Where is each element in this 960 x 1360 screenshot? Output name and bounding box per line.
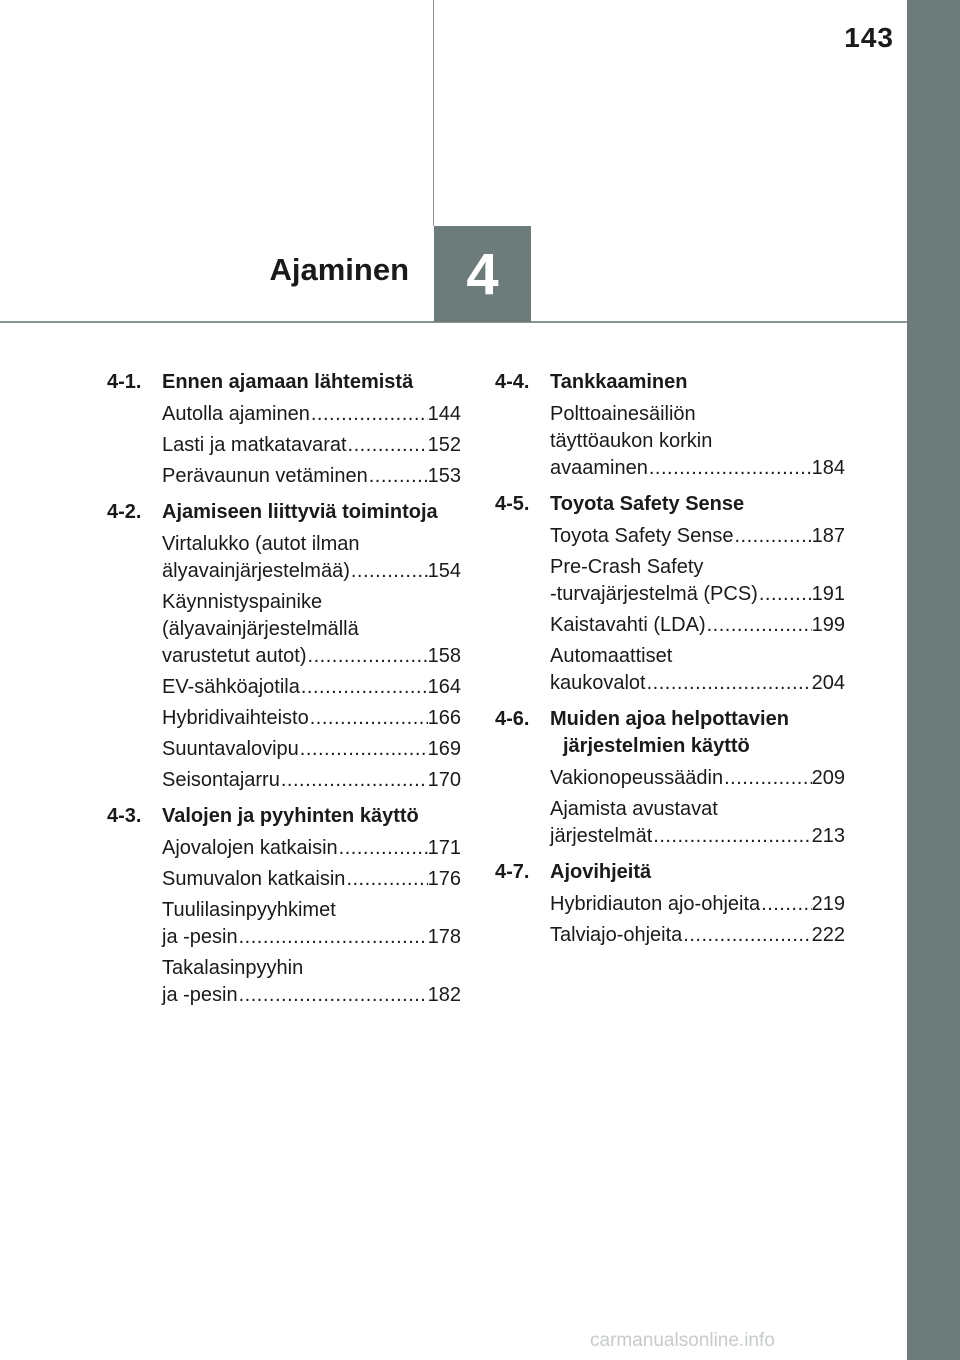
entry-last-line — [162, 705, 461, 732]
dot-leader — [307, 643, 428, 670]
dot-leader — [299, 736, 428, 763]
dot-leader — [646, 670, 812, 697]
dot-leader — [347, 432, 428, 459]
entry-text-line: Ajamista avustavat — [550, 798, 718, 820]
toc-section — [495, 706, 845, 850]
entry-text: Suuntavalovipu — [162, 738, 299, 760]
entry-text: ja -pesin — [162, 984, 238, 1006]
entry-text: Hybridiauton ajo-ohjeita — [550, 893, 761, 915]
entry-last-line — [162, 924, 461, 951]
toc-entry[interactable] — [162, 463, 461, 490]
section-number: 4-4. — [495, 371, 530, 393]
section-entries — [162, 835, 461, 1009]
section-title: Ajovihjeitä — [550, 861, 652, 883]
entry-last-line — [162, 982, 461, 1009]
toc-entry[interactable] — [162, 589, 461, 670]
toc-entry[interactable] — [162, 432, 461, 459]
entry-text-line: (älyavainjärjestelmällä — [162, 618, 359, 640]
section-title: Toyota Safety Sense — [550, 493, 745, 515]
section-title: Tankkaaminen — [550, 371, 688, 393]
entry-text-line: Pre-Crash Safety — [550, 556, 704, 578]
chapter-side-band — [907, 0, 960, 1360]
toc-entry[interactable] — [550, 765, 845, 792]
entry-page-number: 178 — [427, 926, 461, 948]
dot-leader — [723, 765, 812, 792]
entry-page-number: 199 — [811, 614, 845, 636]
entry-text: Talviajo-ohjeita — [550, 924, 683, 946]
entry-text: ja -pesin — [162, 926, 238, 948]
entry-text-line: Käynnistyspainike — [162, 591, 323, 613]
entry-text: Vakionopeussäädin — [550, 767, 724, 789]
toc-entry[interactable] — [550, 922, 845, 949]
toc-entry[interactable] — [162, 736, 461, 763]
section-heading — [495, 706, 845, 760]
entry-last-line — [550, 670, 845, 697]
entry-page-number: 154 — [427, 560, 461, 582]
entry-last-line — [550, 765, 845, 792]
entry-text: järjestelmät — [550, 825, 653, 847]
chapter-number-box — [434, 226, 531, 322]
section-number: 4-7. — [495, 861, 530, 883]
toc-entry[interactable] — [162, 674, 461, 701]
chapter-number: 4 — [466, 241, 499, 307]
section-number: 4-3. — [107, 805, 142, 827]
entry-page-number: 204 — [811, 672, 845, 694]
toc-entry[interactable] — [162, 955, 461, 1009]
entry-page-number: 152 — [427, 434, 461, 456]
page-number: 143 — [844, 22, 894, 53]
entry-last-line — [162, 736, 461, 763]
entry-text: Sumuvalon katkaisin — [162, 868, 346, 890]
toc-entry[interactable] — [162, 866, 461, 893]
dot-leader — [758, 581, 812, 608]
entry-last-line — [550, 922, 845, 949]
entry-text: Toyota Safety Sense — [550, 525, 734, 547]
watermark: carmanualsonline.info — [590, 1330, 775, 1351]
entry-page-number: 171 — [427, 837, 461, 859]
toc-entry[interactable] — [550, 891, 845, 918]
entry-page-number: 219 — [811, 893, 845, 915]
dot-leader — [648, 455, 812, 482]
section-entries — [162, 531, 461, 794]
toc-section — [107, 803, 461, 1009]
toc-section — [495, 859, 845, 949]
section-number: 4-2. — [107, 501, 142, 523]
dot-leader — [309, 705, 428, 732]
section-entries — [162, 401, 461, 490]
dot-leader — [706, 612, 812, 639]
dot-leader — [652, 823, 811, 850]
entry-page-number: 184 — [811, 457, 845, 479]
toc-section — [495, 491, 845, 697]
toc-entry[interactable] — [162, 767, 461, 794]
section-title: Ajamiseen liittyviä toimintoja — [162, 501, 438, 523]
section-heading — [107, 499, 461, 526]
toc-section — [107, 499, 461, 794]
toc-entry[interactable] — [550, 554, 845, 608]
section-entries — [550, 891, 845, 949]
entry-page-number: 170 — [427, 769, 461, 791]
entry-page-number: 158 — [427, 645, 461, 667]
section-heading — [495, 491, 845, 518]
entry-text: Autolla ajaminen — [162, 403, 310, 425]
dot-leader — [310, 401, 428, 428]
entry-text: Kaistavahti (LDA) — [550, 614, 706, 636]
toc-entry[interactable] — [550, 796, 845, 850]
entry-text: Lasti ja matkatavarat — [162, 434, 347, 456]
toc-entry[interactable] — [550, 401, 845, 482]
section-title: Muiden ajoa helpottavien järjestelmien käyttö — [550, 708, 789, 757]
entry-last-line — [162, 643, 461, 670]
toc-entry[interactable] — [550, 643, 845, 697]
toc-section — [107, 369, 461, 490]
toc-entry[interactable] — [162, 531, 461, 585]
dot-leader — [338, 835, 428, 862]
dot-leader — [368, 463, 428, 490]
entry-last-line — [550, 523, 845, 550]
dot-leader — [350, 558, 428, 585]
entry-text-line: Automaattiset — [550, 645, 673, 667]
entry-page-number: 213 — [811, 825, 845, 847]
entry-text: Hybridivaihteisto — [162, 707, 309, 729]
entry-page-number: 166 — [427, 707, 461, 729]
dot-leader — [682, 922, 811, 949]
toc-entry[interactable] — [162, 401, 461, 428]
entry-page-number: 209 — [811, 767, 845, 789]
toc-entry[interactable] — [550, 612, 845, 639]
section-number: 4-1. — [107, 371, 142, 393]
entry-text: varustetut autot) — [162, 645, 307, 667]
entry-last-line — [162, 767, 461, 794]
entry-page-number: 182 — [427, 984, 461, 1006]
entry-text: Perävaunun vetäminen — [162, 465, 368, 487]
header-vertical-rule — [433, 0, 434, 226]
entry-page-number: 222 — [811, 924, 845, 946]
section-heading — [107, 803, 461, 830]
entry-text: -turvajärjestelmä (PCS) — [550, 583, 758, 605]
toc-entry[interactable] — [162, 897, 461, 951]
dot-leader — [238, 924, 428, 951]
entry-page-number: 144 — [427, 403, 461, 425]
entry-text-line: Polttoainesäiliön — [550, 403, 696, 425]
entry-text-line: Virtalukko (autot ilman — [162, 533, 360, 555]
entry-last-line — [162, 558, 461, 585]
section-entries — [550, 765, 845, 850]
entry-text-line: täyttöaukon korkin — [550, 430, 713, 452]
entry-last-line — [550, 455, 845, 482]
entry-last-line — [550, 612, 845, 639]
entry-last-line — [162, 835, 461, 862]
entry-text: Seisontajarru — [162, 769, 280, 791]
dot-leader — [280, 767, 428, 794]
entry-last-line — [162, 432, 461, 459]
section-heading — [495, 369, 845, 396]
section-heading — [495, 859, 845, 886]
entry-last-line — [550, 891, 845, 918]
toc-entry[interactable] — [550, 523, 845, 550]
section-number: 4-6. — [495, 708, 530, 730]
entry-last-line — [550, 581, 845, 608]
entry-page-number: 176 — [427, 868, 461, 890]
entry-page-number: 169 — [427, 738, 461, 760]
dot-leader — [760, 891, 811, 918]
entry-text: avaaminen — [550, 457, 648, 479]
entry-text: kaukovalot — [550, 672, 646, 694]
toc-left-column — [107, 369, 461, 1018]
entry-text: älyavainjärjestelmää) — [162, 560, 350, 582]
entry-page-number: 153 — [427, 465, 461, 487]
toc-right-column — [495, 369, 845, 958]
section-title: Valojen ja pyyhinten käyttö — [162, 805, 419, 827]
entry-text: Ajovalojen katkaisin — [162, 837, 338, 859]
dot-leader — [733, 523, 811, 550]
entry-last-line — [162, 463, 461, 490]
toc-section — [495, 369, 845, 482]
section-title: Ennen ajamaan lähtemistä — [162, 371, 414, 393]
entry-text: EV-sähköajotila — [162, 676, 300, 698]
entry-page-number: 164 — [427, 676, 461, 698]
toc-entry[interactable] — [162, 835, 461, 862]
entry-text-line: Takalasinpyyhin — [162, 957, 304, 979]
entry-page-number: 191 — [811, 583, 845, 605]
dot-leader — [300, 674, 428, 701]
entry-page-number: 187 — [811, 525, 845, 547]
entry-last-line — [550, 823, 845, 850]
entry-last-line — [162, 866, 461, 893]
dot-leader — [345, 866, 427, 893]
section-heading — [107, 369, 461, 396]
section-entries — [550, 401, 845, 482]
section-entries — [550, 523, 845, 697]
section-number: 4-5. — [495, 493, 530, 515]
entry-last-line — [162, 674, 461, 701]
toc-entry[interactable] — [162, 705, 461, 732]
dot-leader — [238, 982, 428, 1009]
entry-text-line: Tuulilasinpyyhkimet — [162, 899, 336, 921]
chapter-title: Ajaminen — [269, 252, 409, 287]
entry-last-line — [162, 401, 461, 428]
